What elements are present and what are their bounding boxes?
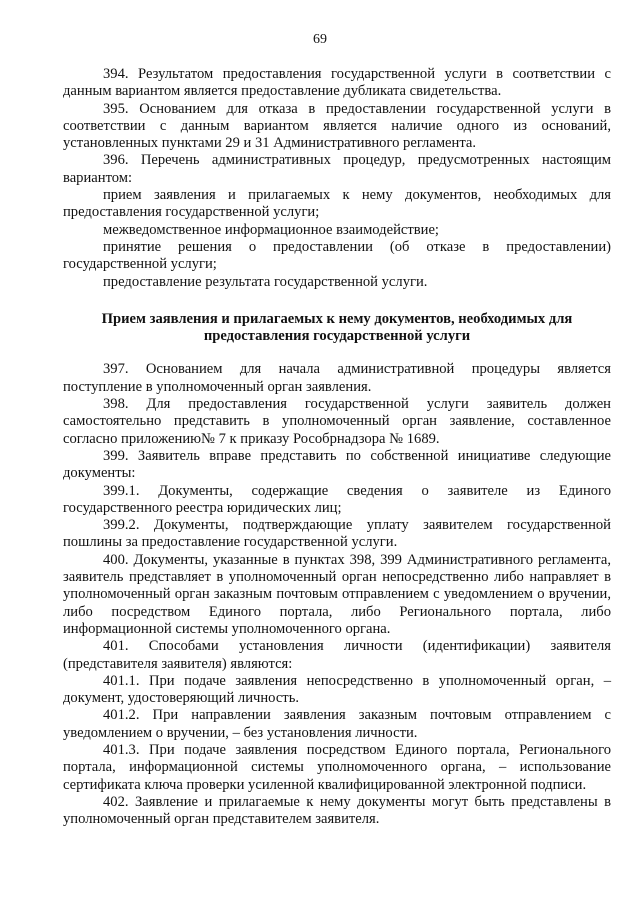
- paragraph-401-2: 401.2. При направлении заявления заказным почтовым отправлением с уведомлением о вручении, – без установления личности.: [63, 707, 611, 741]
- section-title: Прием заявления и прилагаемых к нему документов, необходимых для предоставления государственной услуги: [101, 310, 573, 345]
- paragraph-398: 398. Для предоставления государственной услуги заявитель должен самостоятельно представить в уполномоченный орган заявление, составленное согласно приложению№ 7 к приказу Рособрнадзора № 1689.: [63, 396, 611, 447]
- procedure-item-decision: принятие решения о предоставлении (об отказе в предоставлении) государственной услуги;: [63, 238, 611, 273]
- paragraph-401: 401. Способами установления личности (идентификации) заявителя (представителя заявителя) являются:: [63, 638, 611, 672]
- page-number: 69: [313, 32, 327, 47]
- procedure-item-reception: прием заявления и прилагаемых к нему документов, необходимых для предоставления государственной услуги;: [63, 187, 611, 221]
- document-body: [63, 66, 611, 828]
- procedure-item-interaction: межведомственное информационное взаимодействие;: [103, 221, 439, 238]
- paragraph-402: 402. Заявление и прилагаемые к нему документы могут быть представлены в уполномоченный орган представителем заявителя.: [63, 793, 611, 828]
- paragraph-397: 397. Основанием для начала административной процедуры является поступление в уполномоченный орган заявления.: [63, 361, 611, 395]
- paragraph-400: 400. Документы, указанные в пунктах 398, 399 Административного регламента, заявитель представляет в уполномоченный орган непосредственно либо направляет в уполномоченный орган заказным почтовым отправлением с уведомлением о вручении, либо посредством Единого портала, либо Регионального портала, либо информационной системы уполномоченного органа.: [63, 551, 611, 637]
- paragraph-394: 394. Результатом предоставления государственной услуги в соответствии с данным вариантом является предоставление дубликата свидетельства.: [63, 66, 611, 100]
- paragraph-396: 396. Перечень административных процедур, предусмотренных настоящим вариантом:: [63, 152, 611, 186]
- paragraph-399: 399. Заявитель вправе представить по собственной инициативе следующие документы:: [63, 447, 611, 482]
- paragraph-401-1: 401.1. При подаче заявления непосредственно в уполномоченный орган, – документ, удостоверяющий личность.: [63, 672, 611, 707]
- paragraph-399-2: 399.2. Документы, подтверждающие уплату заявителем государственной пошлины за предоставление государственной услуги.: [63, 517, 611, 551]
- paragraph-399-1: 399.1. Документы, содержащие сведения о заявителе из Единого государственного реестра юридических лиц;: [63, 482, 611, 516]
- paragraph-401-3: 401.3. При подаче заявления посредством Единого портала, Регионального портала, информационной системы уполномоченного органа, – использование сертификата ключа проверки усиленной квалифицированной электронной подписи.: [63, 741, 611, 793]
- paragraph-395: 395. Основанием для отказа в предоставлении государственной услуги в соответствии с данным вариантом является наличие одного из оснований, установленных пунктами 29 и 31 Административного регламента.: [63, 100, 611, 152]
- procedure-item-result: предоставление результата государственной услуги.: [103, 273, 428, 290]
